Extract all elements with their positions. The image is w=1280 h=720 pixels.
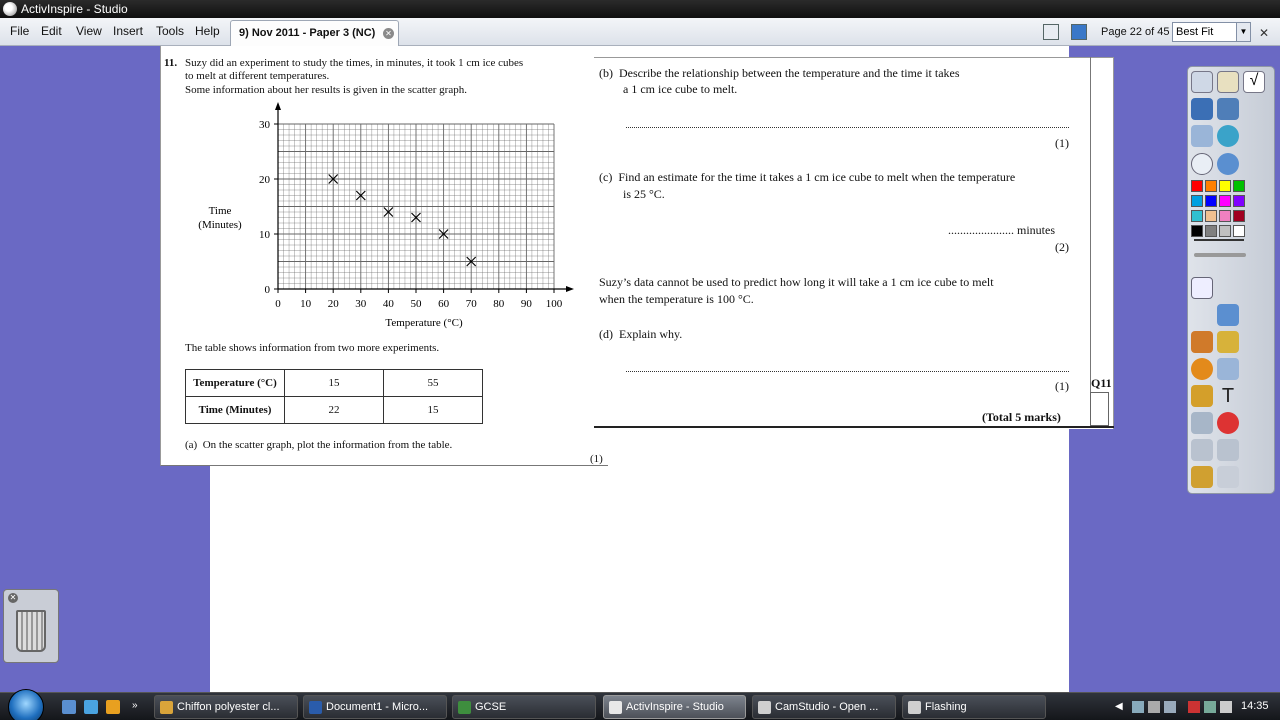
taskbar-button[interactable] — [603, 695, 746, 719]
answer-line[interactable] — [626, 127, 1069, 128]
app-icon — [458, 701, 471, 714]
width-slider[interactable] — [1194, 253, 1246, 257]
close-icon[interactable]: ✕ — [9, 593, 17, 602]
app-icon — [309, 701, 322, 714]
part-b-marks: (1) — [1055, 136, 1069, 150]
app-icon — [3, 2, 17, 16]
part-c-answer[interactable]: ...................... minutes — [948, 223, 1055, 237]
colour-swatch[interactable] — [1191, 225, 1203, 237]
colour-swatch[interactable] — [1233, 180, 1245, 192]
question-intro-line-2: to melt at different temperatures. — [185, 70, 330, 82]
colour-swatch[interactable] — [1205, 210, 1217, 222]
menu-bar — [0, 18, 1280, 46]
taskbar-button-label: CamStudio - Open ... — [775, 701, 879, 713]
page-browser-icon[interactable] — [1043, 24, 1059, 40]
part-c-line-2: is 25 °C. — [623, 187, 665, 201]
zoom-value: Best Fit — [1176, 26, 1214, 38]
exam-page-right — [594, 57, 1114, 429]
pen-tool-icon[interactable]: √ — [1243, 71, 1265, 93]
experiment-table — [185, 369, 483, 424]
menu-help[interactable]: Help — [195, 24, 220, 38]
y-axis-label: (Minutes) — [198, 219, 242, 231]
x-tick-label: 40 — [382, 298, 394, 310]
menu-edit[interactable]: Edit — [41, 24, 62, 38]
redo-icon[interactable] — [1217, 439, 1239, 461]
reset-page-icon[interactable] — [1217, 412, 1239, 434]
page-indicator: Page 22 of 45 — [1101, 26, 1170, 38]
zoom-select[interactable] — [1172, 22, 1251, 42]
statement-line-2: when the temperature is 100 °C. — [599, 292, 754, 306]
title-bar — [0, 0, 1280, 18]
desktop-annotate-icon[interactable] — [1217, 125, 1239, 147]
connector-icon[interactable] — [1217, 358, 1239, 380]
spotlight-icon[interactable] — [1217, 466, 1239, 488]
resource-browser-icon[interactable] — [1071, 24, 1087, 40]
colour-swatch[interactable] — [1219, 180, 1231, 192]
colour-swatch[interactable] — [1233, 225, 1245, 237]
next-page-icon[interactable] — [1191, 98, 1213, 120]
trash-panel — [3, 589, 59, 663]
media-player-icon[interactable] — [106, 700, 120, 714]
colour-swatch[interactable] — [1205, 195, 1217, 207]
table-header-time: Time (Minutes) — [186, 397, 285, 424]
browsers-icon[interactable] — [1217, 71, 1239, 93]
colour-swatch[interactable] — [1191, 195, 1203, 207]
taskbar-button-label: GCSE — [475, 701, 507, 713]
taskbar-button[interactable] — [154, 695, 298, 719]
taskbar-button[interactable] — [303, 695, 447, 719]
taskbar-button[interactable] — [752, 695, 896, 719]
menu-tools[interactable]: Tools — [156, 24, 185, 38]
margin-rule — [1090, 57, 1091, 427]
colour-swatch[interactable] — [1205, 180, 1217, 192]
x-tick-label: 80 — [493, 298, 505, 310]
highlighter-icon[interactable] — [1191, 331, 1213, 353]
colour-swatch[interactable] — [1205, 225, 1217, 237]
document-tab[interactable] — [230, 20, 399, 46]
shape-icon[interactable] — [1191, 358, 1213, 380]
x-tick-label: 90 — [520, 298, 532, 310]
chevron-down-icon[interactable]: ▼ — [1236, 23, 1250, 41]
x-axis-label: Temperature (°C) — [385, 317, 463, 329]
part-d-marks: (1) — [1055, 379, 1069, 393]
taskbar-button-label: Flashing — [925, 701, 967, 713]
x-axis-arrow — [566, 286, 574, 292]
part-d-text: (d) Explain why. — [599, 327, 683, 341]
total-rule — [594, 426, 1114, 428]
x-tick-label: 60 — [438, 298, 450, 310]
connection-icon[interactable] — [1204, 701, 1216, 713]
table-header-temperature: Temperature (°C) — [186, 370, 285, 397]
part-b-line-2: a 1 cm ice cube to melt. — [623, 82, 738, 96]
answer-line[interactable] — [626, 371, 1069, 372]
text-tool-icon[interactable]: T — [1221, 385, 1235, 407]
question-intro-line-1: Suzy did an experiment to study the times, in minutes, it took 1 cm ice cubes — [185, 57, 524, 69]
undo-icon[interactable] — [1191, 439, 1213, 461]
colour-swatch[interactable] — [1219, 225, 1231, 237]
main-menu-icon[interactable] — [1191, 71, 1213, 93]
clock[interactable]: 14:35 — [1241, 700, 1269, 712]
pen-width-line — [1194, 239, 1244, 241]
app-icon — [758, 701, 771, 714]
y-tick-label: 10 — [259, 229, 270, 241]
y-axis-arrow — [275, 102, 281, 110]
x-tick-label: 0 — [275, 298, 281, 310]
play-icon[interactable] — [1191, 153, 1213, 175]
colour-swatch[interactable] — [1191, 210, 1203, 222]
table-cell: 22 — [285, 397, 384, 424]
menu-file[interactable]: File — [10, 24, 30, 38]
tray-app-icon[interactable] — [1148, 701, 1160, 713]
taskbar — [0, 692, 1280, 720]
y-axis-label: Time — [208, 205, 232, 217]
colour-swatch[interactable] — [1233, 210, 1245, 222]
main-toolbox — [1187, 66, 1275, 494]
previous-page-icon[interactable] — [1191, 125, 1213, 147]
y-tick-label: 30 — [259, 119, 270, 131]
app-icon — [609, 701, 622, 714]
table-cell: 15 — [384, 397, 483, 424]
part-a-marks: (1) — [590, 453, 603, 465]
close-tab-icon[interactable]: ✕ — [383, 28, 394, 39]
fill-icon[interactable] — [1191, 385, 1213, 407]
start-button[interactable] — [8, 689, 44, 720]
tools-icon[interactable] — [1217, 98, 1239, 120]
eraser-icon[interactable] — [1217, 331, 1239, 353]
part-c-line-1: (c) Find an estimate for the time it takes a 1 cm ice cube to melt when the temperature — [599, 170, 1016, 184]
tray-chevron-icon[interactable]: ◀ — [1115, 701, 1123, 712]
table-cell: 15 — [285, 370, 384, 397]
display-icon[interactable] — [1164, 701, 1176, 713]
internet-explorer-icon[interactable] — [84, 700, 98, 714]
x-tick-label: 50 — [410, 298, 422, 310]
trash-bin-icon[interactable] — [16, 610, 46, 652]
question-number: 11. — [164, 57, 178, 69]
total-marks: (Total 5 marks) — [982, 410, 1061, 424]
question-ref: Q11 — [1091, 376, 1112, 390]
x-tick-label: 100 — [545, 298, 563, 310]
x-tick-label: 20 — [327, 298, 339, 310]
app-icon — [160, 701, 173, 714]
volume-icon[interactable] — [1220, 701, 1232, 713]
table-row — [186, 397, 483, 424]
document-tab-label: 9) Nov 2011 - Paper 3 (NC) — [239, 27, 376, 39]
taskbar-button-label: ActivInspire - Studio — [626, 701, 724, 713]
menu-view[interactable]: View — [76, 24, 102, 38]
y-tick-label: 20 — [259, 174, 270, 186]
statement-line-1: Suzy’s data cannot be used to predict how long it will take a 1 cm ice cube to melt — [599, 275, 994, 289]
part-c-marks: (2) — [1055, 240, 1069, 254]
colour-swatch[interactable] — [1191, 180, 1203, 192]
taskbar-button[interactable] — [452, 695, 596, 719]
magic-ink-icon[interactable] — [1191, 466, 1213, 488]
taskbar-button-label: Document1 - Micro... — [326, 701, 429, 713]
question-intro-line-3: Some information about her results is given in the scatter graph. — [185, 84, 467, 96]
window-title: ActivInspire - Studio — [21, 2, 128, 16]
part-b-line-1: (b) Describe the relationship between the temperature and the time it takes — [599, 66, 960, 80]
table-intro: The table shows information from two more experiments. — [185, 342, 440, 354]
taskbar-button[interactable] — [902, 695, 1046, 719]
table-row — [186, 370, 483, 397]
close-document-icon[interactable]: ✕ — [1259, 26, 1270, 40]
security-icon[interactable] — [1188, 701, 1200, 713]
app-icon — [908, 701, 921, 714]
internet-icon[interactable] — [1217, 153, 1239, 175]
taskbar-button-label: Chiffon polyester cl... — [177, 701, 280, 713]
pen-icon[interactable] — [1217, 304, 1239, 326]
more-quick-launch-icon[interactable]: » — [132, 700, 138, 711]
select-cursor-icon[interactable] — [1191, 277, 1213, 299]
part-a-text: (a) On the scatter graph, plot the information from the table. — [185, 439, 453, 451]
menu-insert[interactable]: Insert — [113, 24, 144, 38]
x-tick-label: 10 — [300, 298, 312, 310]
colour-swatch[interactable] — [1233, 195, 1245, 207]
scatter-chart — [190, 100, 610, 330]
marquee-icon[interactable] — [1191, 412, 1213, 434]
network-icon[interactable] — [1132, 701, 1144, 713]
x-tick-label: 70 — [465, 298, 477, 310]
show-desktop-icon[interactable] — [62, 700, 76, 714]
chart-grid — [278, 124, 554, 289]
y-tick-label: 0 — [264, 284, 270, 296]
x-tick-label: 30 — [355, 298, 367, 310]
mark-box — [1090, 392, 1109, 426]
table-cell: 55 — [384, 370, 483, 397]
colour-swatch[interactable] — [1219, 195, 1231, 207]
colour-swatch[interactable] — [1219, 210, 1231, 222]
